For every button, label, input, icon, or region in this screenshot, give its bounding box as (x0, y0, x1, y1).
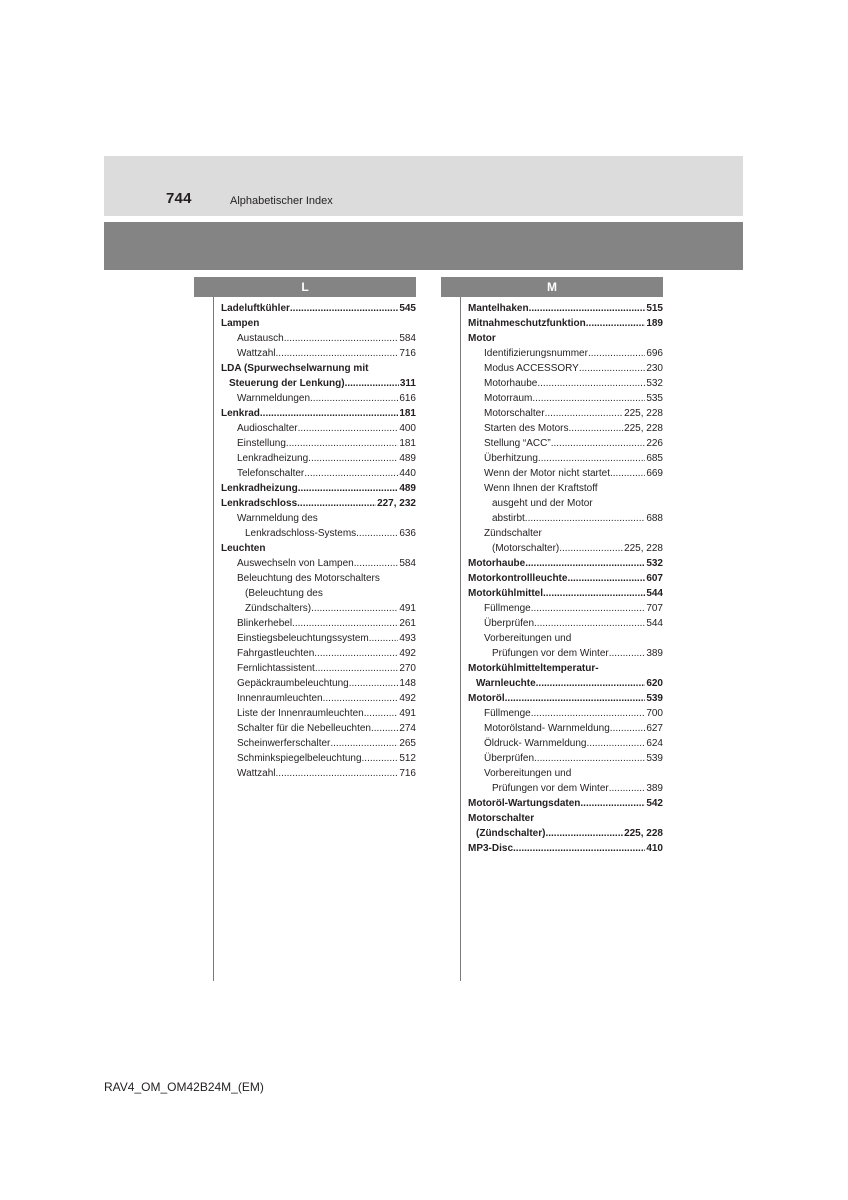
section-title: Alphabetischer Index (230, 195, 333, 207)
index-entry-page: 410 (646, 843, 663, 854)
column-rule-l (213, 297, 214, 981)
index-entry (221, 301, 416, 316)
dot-leader (314, 646, 398, 661)
index-entry (468, 331, 663, 346)
dot-leader (588, 346, 645, 361)
index-entry-term: Liste der Innenraumleuchten (237, 708, 364, 719)
index-entry-page: 181 (399, 408, 416, 419)
index-entry-page: 584 (399, 558, 416, 569)
index-entry-term: Motorschalter (468, 813, 535, 824)
index-entry (468, 556, 663, 571)
index-entry (221, 736, 416, 751)
index-entry (468, 781, 663, 796)
index-entry-term: Einstiegsbeleuchtungssystem (237, 633, 369, 644)
index-entry (468, 421, 663, 436)
index-entry (468, 676, 663, 691)
index-entry-term: Stellung “ACC” (484, 438, 551, 449)
index-entry-term: Motorraum (484, 393, 533, 404)
index-entry-term: Lenkradheizung (221, 483, 298, 494)
index-entry-page: 716 (399, 348, 416, 359)
index-entry-page: 261 (399, 618, 416, 629)
index-entry-term: Prüfungen vor dem Winter (492, 783, 609, 794)
index-entry-term: Identifizierungsnummer (484, 348, 588, 359)
dot-leader (525, 556, 645, 571)
index-entry-page: 440 (399, 468, 416, 479)
index-entry (221, 481, 416, 496)
index-entry (468, 481, 663, 496)
index-entry-page: 607 (646, 573, 663, 584)
index-entry-term: Mitnahmeschutzfunktion (468, 318, 586, 329)
index-entry-page: 270 (399, 663, 416, 674)
dot-leader (276, 346, 399, 361)
index-entry-term: Motorkühlmittel (468, 588, 543, 599)
index-entry-term: Lenkradschloss (221, 498, 298, 509)
index-entry-term: Lenkrad (221, 408, 260, 419)
index-entry (468, 301, 663, 316)
index-entry (468, 541, 663, 556)
index-entry-page: 669 (646, 468, 663, 479)
dot-leader (609, 646, 646, 661)
dot-leader (260, 406, 398, 421)
index-entry (221, 391, 416, 406)
index-entry (221, 511, 416, 526)
index-entry-term: Einstellung (237, 438, 286, 449)
index-entry-page: 544 (646, 588, 663, 599)
index-entry-page: 491 (399, 603, 416, 614)
index-entry (221, 706, 416, 721)
index-entry-term: Prüfungen vor dem Winter (492, 648, 609, 659)
index-entry-term: (Beleuchtung des (245, 588, 323, 599)
column-rule-m (460, 297, 461, 981)
index-entry-term: LDA (Spurwechselwarnung mit (221, 363, 369, 374)
index-entry (221, 586, 416, 601)
index-entry-term: Füllmenge (484, 708, 531, 719)
dot-leader (586, 316, 646, 331)
dot-leader (315, 661, 399, 676)
index-entry-term: Austausch (237, 333, 284, 344)
index-entry-term: Motorschalter (484, 408, 545, 419)
index-entry (468, 706, 663, 721)
index-entry (468, 721, 663, 736)
index-entry-page: 489 (399, 453, 416, 464)
index-entry-term: Steuerung der Lenkung) (229, 378, 345, 389)
index-entry-term: Warnmeldung des (237, 513, 318, 524)
index-entry-term: Blinkerhebel (237, 618, 293, 629)
index-entry-page: 539 (646, 753, 663, 764)
letter-heading-l: L (194, 277, 416, 297)
index-entry-page: 493 (399, 633, 416, 644)
index-entry (468, 391, 663, 406)
index-entry-term: Warnmeldungen (237, 393, 311, 404)
index-entry-page: 620 (646, 678, 663, 689)
index-entry-term: Starten des Motors (484, 423, 569, 434)
dot-leader (534, 616, 645, 631)
dot-leader (537, 376, 645, 391)
dot-leader (505, 691, 646, 706)
header-band (104, 156, 743, 216)
index-entry (468, 661, 663, 676)
index-entry-page: 189 (646, 318, 663, 329)
dot-leader (545, 826, 623, 841)
index-entry-term: ausgeht und der Motor (492, 498, 593, 509)
dot-leader (538, 451, 645, 466)
index-entry (221, 661, 416, 676)
index-entry-term: Motorölstand- Warnmeldung (484, 723, 610, 734)
index-entry-term: Warnleuchte (476, 678, 536, 689)
index-entry (221, 466, 416, 481)
index-entry (468, 751, 663, 766)
dot-leader (362, 751, 399, 766)
index-entry-term: Lenkradheizung (237, 453, 309, 464)
index-entry-page: 616 (399, 393, 416, 404)
index-entry (468, 361, 663, 376)
page-number: 744 (166, 190, 192, 207)
index-entry (468, 466, 663, 481)
index-entry-page: 389 (646, 783, 663, 794)
index-entry-page: 716 (399, 768, 416, 779)
dot-leader (609, 781, 646, 796)
index-entry-term: Vorbereitungen und (484, 633, 572, 644)
index-entry-term: (Motorschalter) (492, 543, 560, 554)
index-entry-page: 512 (399, 753, 416, 764)
dot-leader (531, 601, 646, 616)
index-entry-term: Lampen (221, 318, 260, 329)
index-entry-term: Zündschalters) (245, 603, 312, 614)
dot-leader (543, 586, 645, 601)
index-entry (221, 616, 416, 631)
index-entry-page: 491 (399, 708, 416, 719)
index-entry (221, 721, 416, 736)
index-entry-page: 225, 228 (624, 828, 663, 839)
index-entry-page: 181 (399, 438, 416, 449)
index-entry-term: Überprüfen (484, 753, 535, 764)
index-entry (468, 346, 663, 361)
index-entry-page: 226 (646, 438, 663, 449)
index-entry (221, 601, 416, 616)
header-dark-band (104, 222, 743, 270)
index-entry (468, 736, 663, 751)
index-entry-page: 225, 228 (624, 423, 663, 434)
index-entry (221, 541, 416, 556)
dot-leader (580, 796, 645, 811)
index-entry-page: 227, 232 (377, 498, 416, 509)
dot-leader (545, 406, 623, 421)
index-entry-term: Überhitzung (484, 453, 538, 464)
index-entry (468, 766, 663, 781)
index-entry (221, 496, 416, 511)
dot-leader (298, 421, 399, 436)
index-entry-term: Motorkontrollleuchte (468, 573, 568, 584)
index-entry (468, 436, 663, 451)
dot-leader (364, 706, 399, 721)
dot-leader (284, 331, 399, 346)
index-entry-term: Vorbereitungen und (484, 768, 572, 779)
index-entry-page: 225, 228 (624, 408, 663, 419)
index-entry (468, 586, 663, 601)
dot-leader (310, 391, 398, 406)
index-entry-term: Öldruck- Warnmeldung (484, 738, 587, 749)
index-entry (221, 346, 416, 361)
index-entry (468, 616, 663, 631)
index-entry-page: 148 (399, 678, 416, 689)
index-entry-page: 544 (646, 618, 663, 629)
index-entry (221, 646, 416, 661)
dot-leader (349, 676, 399, 691)
index-entry-term: Modus ACCESSORY (484, 363, 579, 374)
index-entry-term: Telefonschalter (237, 468, 305, 479)
index-entry (221, 406, 416, 421)
index-entry-term: Wattzahl (237, 768, 276, 779)
index-entry-term: abstirbt (492, 513, 525, 524)
index-entry-term: Zündschalter (484, 528, 542, 539)
dot-leader (354, 556, 399, 571)
index-entry (468, 316, 663, 331)
dot-leader (311, 601, 398, 616)
index-entry (221, 451, 416, 466)
index-entry (468, 406, 663, 421)
index-entry (468, 571, 663, 586)
dot-leader (290, 301, 398, 316)
index-entry (221, 691, 416, 706)
index-entry (468, 841, 663, 856)
index-entry (221, 556, 416, 571)
dot-leader (568, 421, 623, 436)
dot-leader (297, 496, 376, 511)
index-entry-term: Überprüfen (484, 618, 535, 629)
index-entry-term: Motorkühlmitteltemperatur- (468, 663, 599, 674)
dot-leader (529, 301, 646, 316)
index-entry-page: 492 (399, 693, 416, 704)
index-entry (221, 331, 416, 346)
document-code: RAV4_OM_OM42B24M_(EM) (104, 1080, 264, 1094)
index-entry-term: Scheinwerferschalter (237, 738, 331, 749)
dot-leader (531, 706, 646, 721)
index-entry (468, 646, 663, 661)
index-entry (468, 526, 663, 541)
index-entry (221, 676, 416, 691)
index-entry (468, 631, 663, 646)
index-entry-page: 636 (399, 528, 416, 539)
index-entry (468, 691, 663, 706)
dot-leader (610, 721, 646, 736)
index-entry-page: 225, 228 (624, 543, 663, 554)
index-entry (221, 751, 416, 766)
index-entry-page: 627 (646, 723, 663, 734)
index-entry-page: 532 (646, 378, 663, 389)
index-entry-page: 584 (399, 333, 416, 344)
index-entry-page: 515 (646, 303, 663, 314)
dot-leader (513, 841, 645, 856)
index-entry-term: (Zündschalter) (476, 828, 546, 839)
index-entry-page: 311 (399, 378, 416, 389)
dot-leader (292, 616, 398, 631)
index-entry-term: Schminkspiegelbeleuchtung (237, 753, 362, 764)
index-column-m (468, 301, 663, 856)
dot-leader (308, 451, 398, 466)
index-entry (221, 421, 416, 436)
dot-leader (610, 466, 645, 481)
dot-leader (559, 541, 623, 556)
index-entry-term: Gepäckraumbeleuchtung (237, 678, 349, 689)
dot-leader (567, 571, 645, 586)
index-entry-page: 542 (646, 798, 663, 809)
index-entry-page: 492 (399, 648, 416, 659)
letter-heading-m: M (441, 277, 663, 297)
index-entry-term: Innenraumleuchten (237, 693, 323, 704)
dot-leader (356, 526, 398, 541)
dot-leader (371, 721, 398, 736)
index-entry-page: 700 (646, 708, 663, 719)
index-entry-term: Beleuchtung des Motorschalters (237, 573, 380, 584)
index-entry-term: Wenn der Motor nicht startet (484, 468, 610, 479)
index-entry-term: Lenkradschloss-Systems (245, 528, 357, 539)
index-entry-page: 685 (646, 453, 663, 464)
index-entry (221, 376, 416, 391)
index-entry-page: 230 (646, 363, 663, 374)
index-entry (468, 376, 663, 391)
index-entry-page: 265 (399, 738, 416, 749)
index-entry-term: Motoröl-Wartungsdaten (468, 798, 581, 809)
index-entry-term: Wattzahl (237, 348, 276, 359)
index-entry-page: 688 (646, 513, 663, 524)
dot-leader (532, 391, 645, 406)
index-entry-term: Leuchten (221, 543, 266, 554)
index-entry-page: 532 (646, 558, 663, 569)
dot-leader (369, 631, 399, 646)
index-entry-page: 624 (646, 738, 663, 749)
index-entry (221, 766, 416, 781)
index-entry-page: 696 (646, 348, 663, 359)
index-entry-term: Füllmenge (484, 603, 531, 614)
index-entry-term: Audioschalter (237, 423, 298, 434)
index-entry (468, 511, 663, 526)
index-entry (468, 601, 663, 616)
index-entry-page: 274 (399, 723, 416, 734)
index-entry (468, 496, 663, 511)
dot-leader (551, 436, 646, 451)
dot-leader (536, 676, 646, 691)
index-entry-page: 400 (399, 423, 416, 434)
dot-leader (286, 436, 398, 451)
index-entry-term: Fernlichtassistent (237, 663, 315, 674)
dot-leader (345, 376, 399, 391)
index-entry (221, 631, 416, 646)
dot-leader (298, 481, 399, 496)
index-entry-page: 389 (646, 648, 663, 659)
index-entry-term: Auswechseln von Lampen (237, 558, 354, 569)
index-entry-term: Motorhaube (484, 378, 538, 389)
dot-leader (534, 751, 645, 766)
index-entry (221, 316, 416, 331)
index-entry-page: 539 (646, 693, 663, 704)
index-column-l (221, 301, 416, 781)
index-entry-term: MP3-Disc (468, 843, 514, 854)
index-entry (468, 826, 663, 841)
dot-leader (323, 691, 399, 706)
index-entry (221, 571, 416, 586)
dot-leader (330, 736, 398, 751)
index-entry (468, 451, 663, 466)
index-entry (221, 526, 416, 541)
index-entry-term: Motor (468, 333, 496, 344)
dot-leader (579, 361, 645, 376)
dot-leader (304, 466, 398, 481)
index-entry-term: Fahrgastleuchten (237, 648, 315, 659)
index-entry-page: 707 (646, 603, 663, 614)
index-entry-term: Motoröl (468, 693, 505, 704)
dot-leader (525, 511, 646, 526)
index-entry-term: Mantelhaken (468, 303, 529, 314)
index-entry (221, 361, 416, 376)
index-entry-page: 545 (399, 303, 416, 314)
index-entry-term: Motorhaube (468, 558, 526, 569)
index-entry (221, 436, 416, 451)
dot-leader (586, 736, 645, 751)
dot-leader (276, 766, 399, 781)
index-entry-term: Wenn Ihnen der Kraftstoff (484, 483, 598, 494)
index-entry-page: 489 (399, 483, 416, 494)
index-entry-term: Schalter für die Nebelleuchten (237, 723, 371, 734)
index-entry-page: 535 (646, 393, 663, 404)
index-entry (468, 811, 663, 826)
index-entry (468, 796, 663, 811)
index-entry-term: Ladeluftkühler (221, 303, 290, 314)
